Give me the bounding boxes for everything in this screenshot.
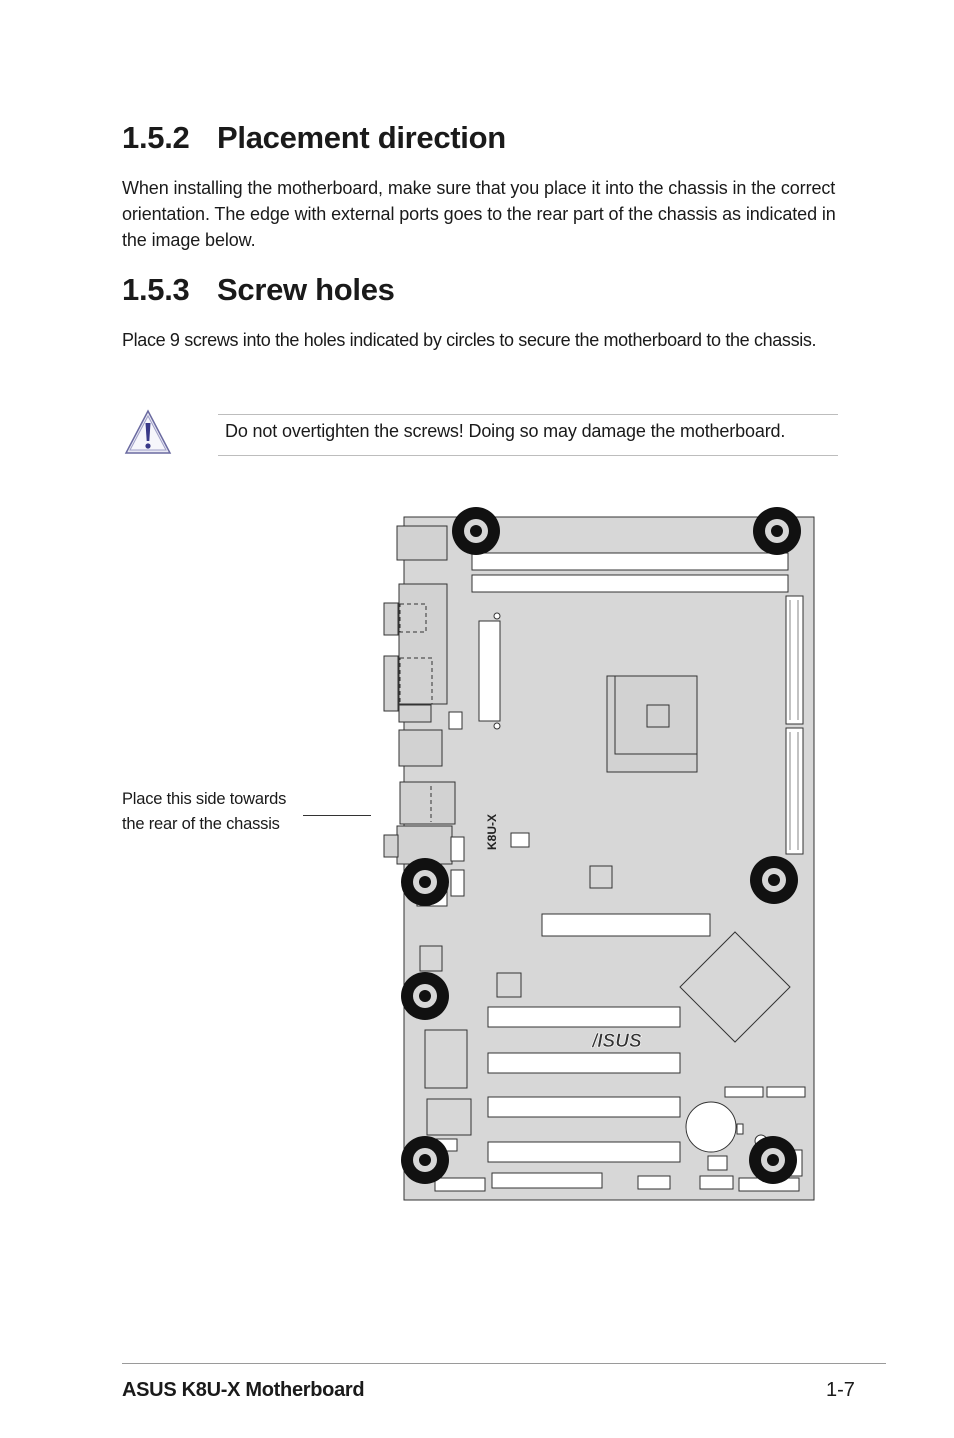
atx-power-connector xyxy=(479,621,500,721)
warning-triangle-icon xyxy=(124,408,172,456)
callout-line-1: Place this side towards xyxy=(122,790,287,808)
screw-hole xyxy=(750,856,798,904)
section-heading-placement-direction xyxy=(122,120,506,156)
motherboard-diagram xyxy=(380,500,830,1210)
cpu-socket xyxy=(607,676,697,772)
screw-hole xyxy=(401,1136,449,1184)
screw-hole xyxy=(749,1136,797,1184)
callout-line-2: the rear of the chassis xyxy=(122,815,280,833)
screw-hole xyxy=(401,972,449,1020)
section-number: 1.5.3 xyxy=(122,272,190,307)
screw-hole xyxy=(452,507,500,555)
brand-logo: /ISUS xyxy=(592,1031,642,1052)
section-number: 1.5.2 xyxy=(122,120,190,155)
section-heading-screw-holes xyxy=(122,272,395,308)
callout-leader-line xyxy=(303,815,371,816)
rear-side-callout xyxy=(122,787,286,837)
footer-rule xyxy=(122,1363,886,1364)
cmos-battery xyxy=(686,1102,736,1152)
agp-slot xyxy=(542,914,710,936)
board-model-label: K8U-X xyxy=(485,813,499,850)
screw-hole xyxy=(753,507,801,555)
warning-note xyxy=(218,414,838,456)
section-title: Placement direction xyxy=(217,120,506,155)
page-number: 1-7 xyxy=(826,1379,855,1401)
warning-text: Do not overtighten the screws! Doing so may damage the motherboard. xyxy=(225,421,786,441)
section-title: Screw holes xyxy=(217,272,395,307)
screw-holes-paragraph: Place 9 screws into the holes indicated by circles to secure the motherboard to the chassis. xyxy=(122,330,817,350)
screw-hole xyxy=(401,858,449,906)
footer-title: ASUS K8U-X Motherboard xyxy=(122,1379,365,1401)
placement-direction-paragraph: When installing the motherboard, make sure that you place it into the chassis in the correct orientation. The edge with external ports goes to the rear part of the chassis as indicated in the image below. xyxy=(122,178,836,250)
